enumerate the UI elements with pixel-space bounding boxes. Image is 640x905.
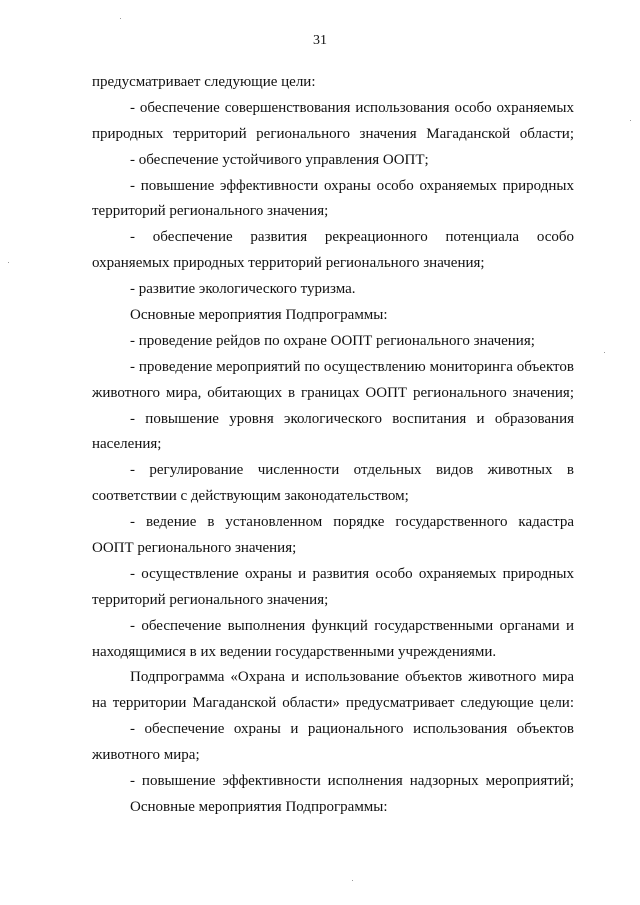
text-line: - ведение в установленном порядке государственного кадастра	[130, 514, 574, 531]
text-line: - обеспечение охраны и рационального использования объектов	[130, 721, 574, 738]
text-line: природных территорий регионального значения Магаданской области;	[92, 125, 574, 142]
scan-speck	[8, 262, 9, 263]
scan-speck	[120, 18, 121, 19]
text-line: Основные мероприятия Подпрограммы:	[130, 798, 388, 815]
text-line: Подпрограмма «Охрана и использование объектов животного мира	[130, 669, 574, 686]
text-line: - осуществление охраны и развития особо охраняемых природных	[130, 565, 574, 582]
text-line: предусматривает следующие цели:	[92, 74, 316, 90]
text-line: - обеспечение выполнения функций государственными органами и	[130, 617, 574, 634]
text-line: находящимися в их ведении государственными учреждениями.	[92, 643, 497, 660]
text-line: - повышение эффективности исполнения надзорных мероприятий;	[130, 773, 574, 790]
text-line: - повышение уровня экологического воспитания и образования	[130, 410, 574, 427]
text-line: животного мира;	[92, 747, 200, 764]
text-line: - проведение рейдов по охране ООПТ регионального значения;	[130, 332, 535, 349]
scan-speck	[630, 120, 631, 121]
text-line: животного мира, обитающих в границах ООПТ регионального значения;	[92, 384, 574, 401]
text-line: - развитие экологического туризма.	[130, 281, 356, 298]
body-text	[92, 70, 574, 821]
scan-speck	[352, 880, 353, 881]
text-line: охраняемых природных территорий регионального значения;	[92, 255, 485, 272]
scan-speck	[604, 352, 605, 353]
text-line: населения;	[92, 436, 162, 453]
text-line: - обеспечение развития рекреационного потенциала особо	[130, 229, 574, 246]
text-line: соответствии с действующим законодательством;	[92, 488, 409, 505]
text-line: - обеспечение устойчивого управления ООПТ;	[130, 151, 429, 168]
text-line: - проведение мероприятий по осуществлению мониторинга объектов	[130, 358, 574, 375]
text-line: - обеспечение совершенствования использования особо охраняемых	[130, 99, 574, 116]
text-line: - повышение эффективности охраны особо охраняемых природных	[130, 177, 574, 194]
text-line: территорий регионального значения;	[92, 203, 329, 220]
text-line: на территории Магаданской области» предусматривает следующие цели:	[92, 695, 574, 712]
text-line: - регулирование численности отдельных видов животных в	[130, 462, 574, 479]
page-number: 31	[313, 33, 327, 48]
text-line: территорий регионального значения;	[92, 591, 329, 608]
text-line: ООПТ регионального значения;	[92, 540, 297, 557]
text-line: Основные мероприятия Подпрограммы:	[130, 307, 388, 324]
